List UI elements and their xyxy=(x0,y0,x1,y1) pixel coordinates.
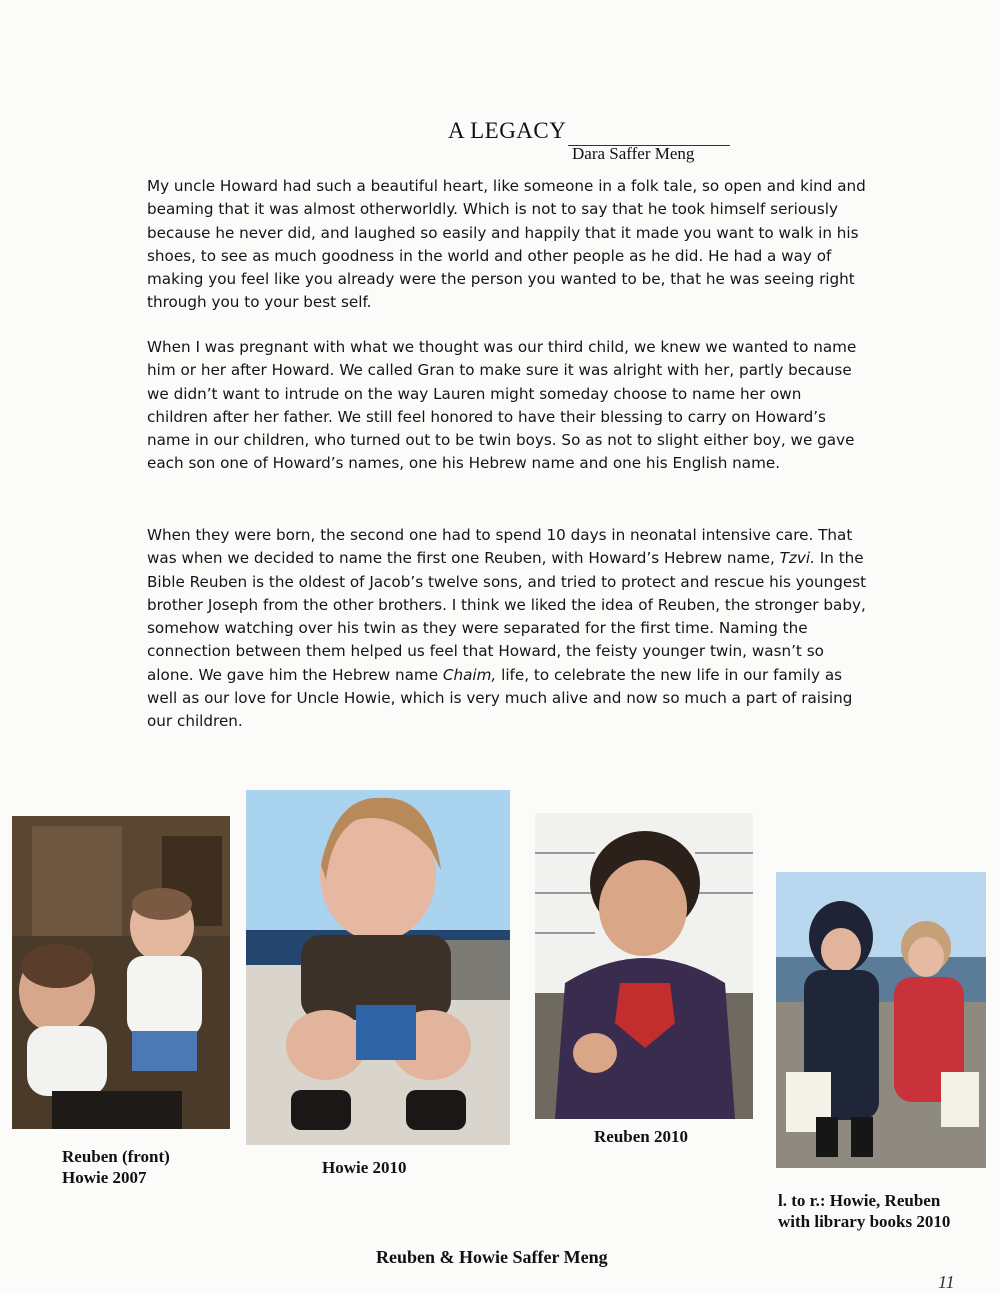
caption-photo-1 xyxy=(62,1146,170,1188)
paragraph-1: My uncle Howard had such a beautiful heart, like someone in a folk tale, so open and kind and beaming that it was almost otherworldly. Which is not to say that he took himself seriously because he never did, and laughed so easily and happily that it made you want to walk in his shoes, to see as much goodness in the world and other people as he did. He had a way of making you feel like you already were the person you wanted to be, that he was seeing right through you to your best self. xyxy=(147,177,866,312)
caption-line: with library books 2010 xyxy=(778,1212,951,1231)
caption-line: l. to r.: Howie, Reuben xyxy=(778,1191,941,1210)
hebrew-name-tzvi: Tzvi. xyxy=(779,549,815,568)
caption-line: Howie 2010 xyxy=(322,1158,407,1177)
page-number: 11 xyxy=(938,1272,955,1292)
document-title: A LEGACY xyxy=(448,118,567,143)
caption-line: Reuben 2010 xyxy=(594,1127,688,1146)
paragraph-3-text-a: When they were born, the second one had to spend 10 days in neonatal intensive care. That was when we decided to name the first one Reuben, with Howard’s Hebrew name, xyxy=(147,526,853,568)
photo-reuben-2010 xyxy=(535,813,753,1119)
caption-line: Reuben (front) xyxy=(62,1147,170,1166)
caption-photo-4 xyxy=(778,1190,950,1232)
caption-line: Howie 2007 xyxy=(62,1168,147,1187)
caption-photo-3 xyxy=(594,1126,688,1147)
author-byline: Dara Saffer Meng xyxy=(572,144,695,163)
hebrew-name-chaim: Chaim, xyxy=(442,665,497,684)
caption-photo-2 xyxy=(322,1157,407,1178)
paragraph-3-text-c: life, to celebrate the new life in our family as well as our love for Uncle Howie, which is very much alive and now so much a part of raising our children. xyxy=(147,665,853,731)
photo-reuben-howie-2007 xyxy=(12,816,230,1129)
paragraph-2: When I was pregnant with what we thought was our third child, we knew we wanted to name him or her after Howard. We called Gran to make sure it was alright with her, partly because we didn’t want to intrude on the way Lauren might someday choose to name her own children after her father. We still feel honored to have their blessing to carry on Howard’s name in our children, who turned out to be twin boys. So as not to slight either boy, we gave each son one of Howard’s names, one his Hebrew name and one his English name. xyxy=(147,338,857,473)
photo-howie-reuben-library-2010 xyxy=(776,872,986,1168)
photo-howie-2010 xyxy=(246,790,510,1145)
paragraph-3 xyxy=(147,524,867,734)
footer-names: Reuben & Howie Saffer Meng xyxy=(376,1247,608,1267)
paragraph-3-text-b: In the Bible Reuben is the oldest of Jacob’s twelve sons, and tried to protect and rescue his youngest brother Joseph from the other brothers. I think we liked the idea of Reuben, the stronger baby, somehow watching over his twin as they were separated for the first time. Naming the connection between them helped us feel that Howard, the feisty younger twin, wasn’t so alone. We gave him the Hebrew name xyxy=(147,549,867,684)
